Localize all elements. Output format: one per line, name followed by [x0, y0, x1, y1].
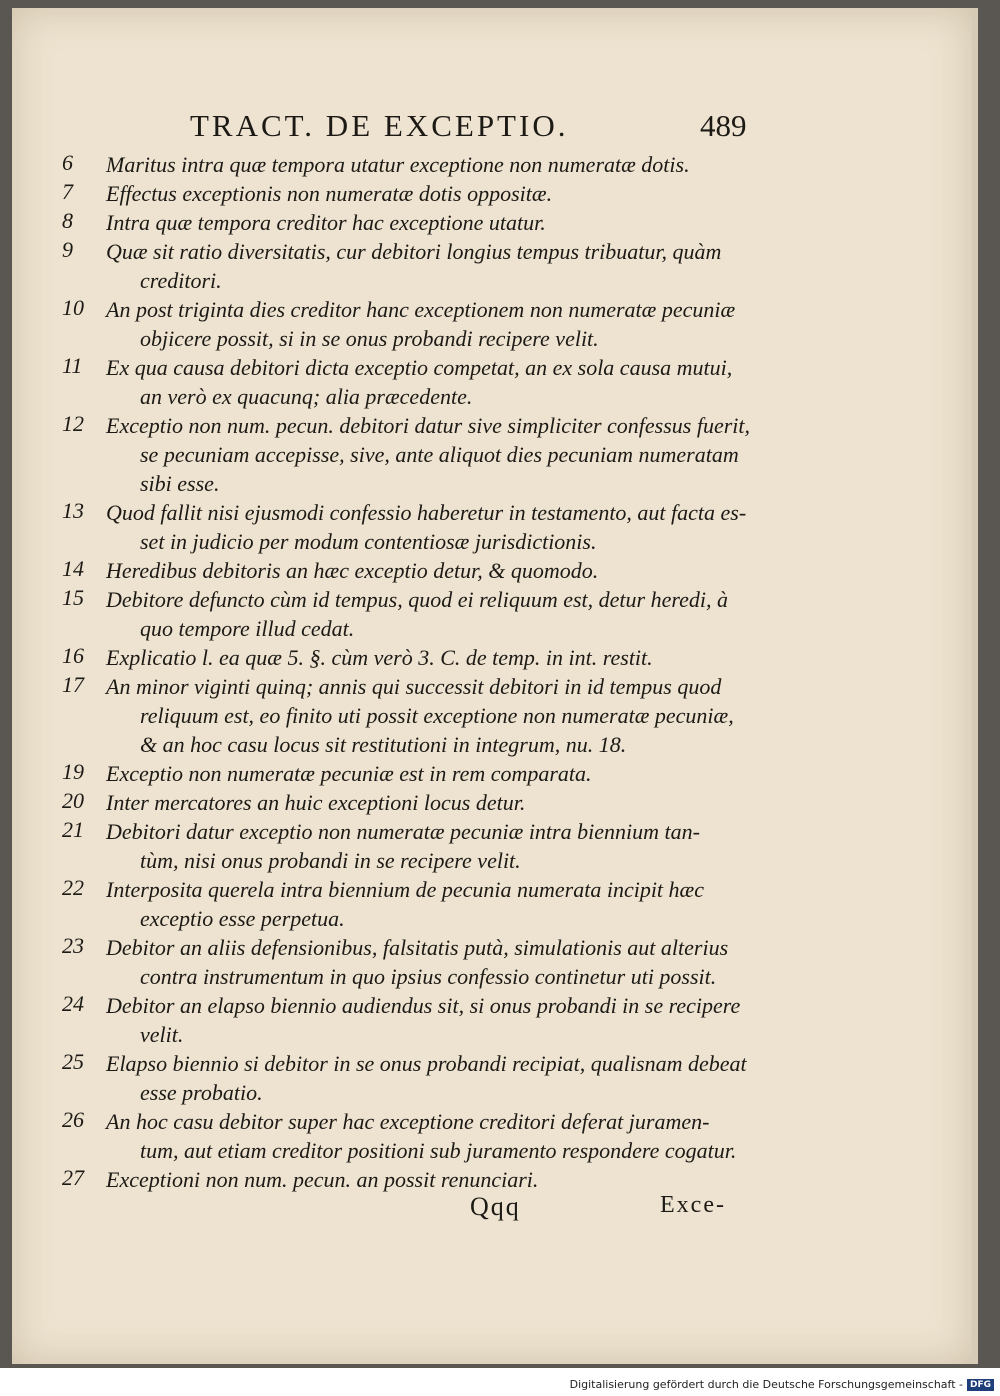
- entry-number: 12: [62, 411, 84, 436]
- list-item: [62, 1165, 762, 1194]
- entry-text-line: Explicatio l. ea quæ 5. §. cùm verò 3. C. de temp. in int. restit.: [106, 645, 653, 670]
- catchword: Exce-: [660, 1192, 726, 1218]
- entry-text-line: tum, aut etiam creditor positioni sub juramento respondere cogatur.: [140, 1138, 737, 1163]
- entry-number: 8: [62, 208, 73, 233]
- entry-number: 22: [62, 875, 84, 900]
- entry-number: 23: [62, 933, 84, 958]
- entry-number: 13: [62, 498, 84, 523]
- summary-list: [62, 150, 762, 1194]
- entry-text-line: An post triginta dies creditor hanc exceptionem non numeratæ pecuniæ: [106, 297, 736, 322]
- entry-text-line: Maritus intra quæ tempora utatur exceptione non numeratæ dotis.: [106, 152, 690, 177]
- entry-number: 24: [62, 991, 84, 1016]
- list-item: [62, 933, 762, 991]
- entry-text-line: Effectus exceptionis non numeratæ dotis oppositæ.: [106, 181, 553, 206]
- entry-text-line: Ex qua causa debitori dicta exceptio competat, an ex sola causa mutui,: [106, 355, 733, 380]
- list-item: [62, 353, 762, 411]
- entry-number: 11: [62, 353, 83, 378]
- entry-text-line: Quæ sit ratio diversitatis, cur debitori longius tempus tribuatur, quàm: [106, 239, 722, 264]
- entry-number: 21: [62, 817, 84, 842]
- entry-number: 19: [62, 759, 84, 784]
- entry-text-line: contra instrumentum in quo ipsius confessio continetur uti possit.: [140, 964, 717, 989]
- entry-number: 16: [62, 643, 84, 668]
- entry-text-line: tùm, nisi onus probandi in se recipere velit.: [140, 848, 521, 873]
- list-item: [62, 411, 762, 498]
- entry-text-line: & an hoc casu locus sit restitutioni in integrum, nu. 18.: [140, 732, 627, 757]
- entry-text-line: Heredibus debitoris an hæc exceptio detur, & quomodo.: [106, 558, 599, 583]
- entry-text-line: Exceptio non numeratæ pecuniæ est in rem comparata.: [106, 761, 592, 786]
- page-footer: [470, 1192, 770, 1228]
- signature-mark: Qqq: [470, 1192, 521, 1221]
- credit-text: Digitalisierung gefördert durch die Deutsche Forschungsgemeinschaft -: [569, 1378, 963, 1391]
- entry-number: 6: [62, 150, 73, 175]
- list-item: [62, 556, 762, 585]
- entry-text-line: Exceptioni non num. pecun. an possit renunciari.: [106, 1167, 539, 1192]
- entry-text-line: Debitor an aliis defensionibus, falsitatis putà, simulationis aut alterius: [106, 935, 729, 960]
- entry-text-line: esse probatio.: [140, 1080, 263, 1105]
- entry-text-line: An minor viginti quinq; annis qui successit debitori in id tempus quod: [106, 674, 722, 699]
- list-item: [62, 208, 762, 237]
- entry-text-line: Debitore defuncto cùm id tempus, quod ei reliquum est, detur heredi, à: [106, 587, 728, 612]
- entry-number: 15: [62, 585, 84, 610]
- entry-text-line: quo tempore illud cedat.: [140, 616, 355, 641]
- entry-number: 25: [62, 1049, 84, 1074]
- entry-text-line: Debitor an elapso biennio audiendus sit, si onus probandi in se recipere: [106, 993, 741, 1018]
- entry-text-line: velit.: [140, 1022, 184, 1047]
- entry-text-line: An hoc casu debitor super hac exceptione creditori deferat juramen-: [106, 1109, 710, 1134]
- entry-text-line: creditori.: [140, 268, 222, 293]
- entry-text-line: objicere possit, si in se onus probandi recipere velit.: [140, 326, 599, 351]
- list-item: [62, 585, 762, 643]
- entry-text-line: Interposita querela intra biennium de pecunia numerata incipit hæc: [106, 877, 704, 902]
- entry-text-line: Exceptio non num. pecun. debitori datur sive simpliciter confessus fuerit,: [106, 413, 751, 438]
- list-item: [62, 498, 762, 556]
- entry-number: 10: [62, 295, 84, 320]
- entry-text-line: reliquum est, eo finito uti possit exceptione non numeratæ pecuniæ,: [140, 703, 734, 728]
- entry-text-line: set in judicio per modum contentiosæ jurisdictionis.: [140, 529, 597, 554]
- running-title: TRACT. DE EXCEPTIO.: [190, 108, 569, 143]
- page-header: [190, 108, 750, 152]
- list-item: [62, 1107, 762, 1165]
- digitization-credit: [570, 1378, 994, 1391]
- list-item: [62, 875, 762, 933]
- list-item: [62, 788, 762, 817]
- list-item: [62, 295, 762, 353]
- list-item: [62, 237, 762, 295]
- entry-text-line: an verò ex quacunq; alia præcedente.: [140, 384, 473, 409]
- entry-text-line: Debitori datur exceptio non numeratæ pecuniæ intra biennium tan-: [106, 819, 700, 844]
- list-item: [62, 150, 762, 179]
- list-item: [62, 1049, 762, 1107]
- entry-number: 27: [62, 1165, 84, 1190]
- list-item: [62, 759, 762, 788]
- entry-text-line: Intra quæ tempora creditor hac exceptione utatur.: [106, 210, 546, 235]
- page-number: 489: [700, 108, 747, 143]
- entry-text-line: Elapso biennio si debitor in se onus probandi recipiat, qualisnam debeat: [106, 1051, 747, 1076]
- entry-number: 7: [62, 179, 73, 204]
- dfg-logo: DFG: [967, 1379, 994, 1391]
- list-item: [62, 991, 762, 1049]
- entry-text-line: Quod fallit nisi ejusmodi confessio haberetur in testamento, aut facta es-: [106, 500, 747, 525]
- list-item: [62, 643, 762, 672]
- entry-number: 20: [62, 788, 84, 813]
- page-edge: [972, 8, 978, 1364]
- entry-text-line: Inter mercatores an huic exceptioni locus detur.: [106, 790, 526, 815]
- list-item: [62, 672, 762, 759]
- entry-text-line: exceptio esse perpetua.: [140, 906, 345, 931]
- list-item: [62, 179, 762, 208]
- entry-number: 26: [62, 1107, 84, 1132]
- entry-number: 9: [62, 237, 73, 262]
- entry-number: 17: [62, 672, 84, 697]
- entry-text-line: se pecuniam accepisse, sive, ante aliquot dies pecuniam numeratam: [140, 442, 739, 467]
- entry-number: 14: [62, 556, 84, 581]
- list-item: [62, 817, 762, 875]
- entry-text-line: sibi esse.: [140, 471, 220, 496]
